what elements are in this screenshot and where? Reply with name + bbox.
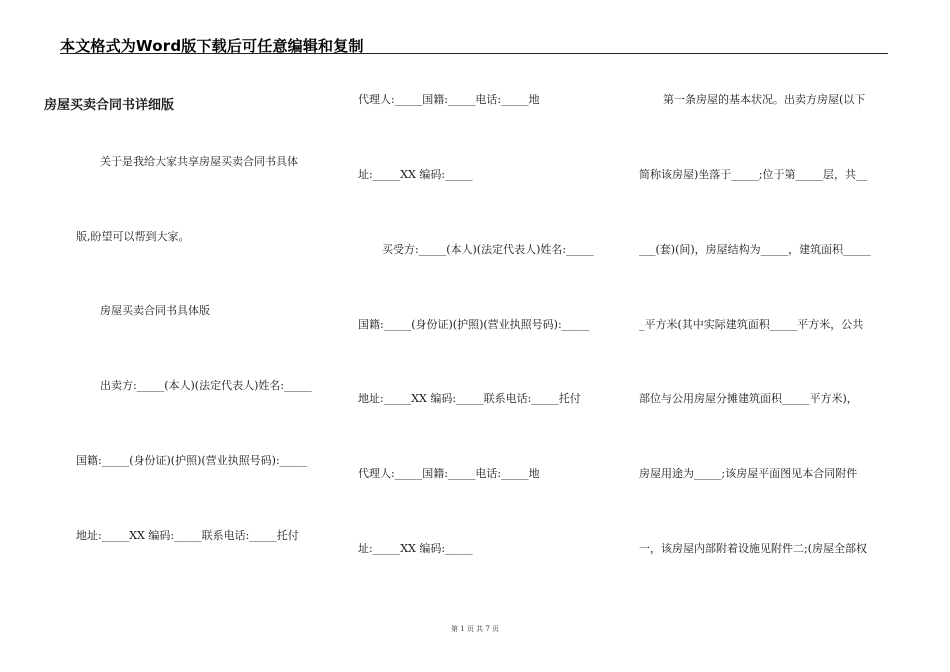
text-column-3 — [639, 0, 901, 600]
document-header: 本文格式为Word版下载后可任意编辑和复制 — [60, 37, 364, 55]
text-column-2 — [358, 0, 620, 600]
page-indicator: 第 1 页 共 7 页 — [450, 625, 500, 633]
text-column-1 — [76, 0, 338, 600]
paragraph-line: 代理人:_____国籍:_____电话:_____地 — [358, 467, 540, 480]
document-title: 房屋买卖合同书详细版 — [44, 98, 175, 113]
paragraph-line: 买受方:_____(本人)(法定代表人)姓名:_____ — [382, 243, 594, 256]
paragraph-line: 房屋用途为_____;该房屋平面图见本合同附件 — [639, 467, 858, 480]
paragraph-line: 址:_____XX 编码:_____ — [358, 542, 473, 555]
paragraph-line: ___(套)(间)，房屋结构为_____，建筑面积_____ — [639, 243, 871, 256]
paragraph-line: 国籍:_____(身份证)(护照)(营业执照号码):_____ — [76, 454, 308, 467]
paragraph-line: 址:_____XX 编码:_____ — [358, 168, 473, 181]
paragraph-line: 第一条房屋的基本状况。出卖方房屋(以下 — [663, 93, 866, 106]
paragraph-line: 简称该房屋)坐落于_____;位于第_____层，共__ — [639, 168, 867, 181]
paragraph-line: _平方米(其中实际建筑面积_____平方米，公共 — [639, 318, 864, 331]
paragraph-line: 地址:_____XX 编码:_____联系电话:_____托付 — [76, 529, 299, 542]
paragraph-line: 版,盼望可以帮到大家。 — [76, 230, 190, 243]
paragraph-line: 代理人:_____国籍:_____电话:_____地 — [358, 93, 540, 106]
paragraph-line: 国籍:_____(身份证)(护照)(营业执照号码):_____ — [358, 318, 590, 331]
paragraph-line: 房屋买卖合同书具体版 — [100, 304, 210, 317]
paragraph-line: 关于是我给大家共享房屋买卖合同书具体 — [100, 155, 298, 168]
paragraph-line: 部位与公用房屋分摊建筑面积_____平方米)， — [639, 392, 858, 405]
paragraph-line: 出卖方:_____(本人)(法定代表人)姓名:_____ — [100, 379, 312, 392]
paragraph-line: 地址:_____XX 编码:_____联系电话:_____托付 — [358, 392, 581, 405]
paragraph-line: 一，该房屋内部附着设施见附件二;(房屋全部权 — [639, 542, 867, 555]
